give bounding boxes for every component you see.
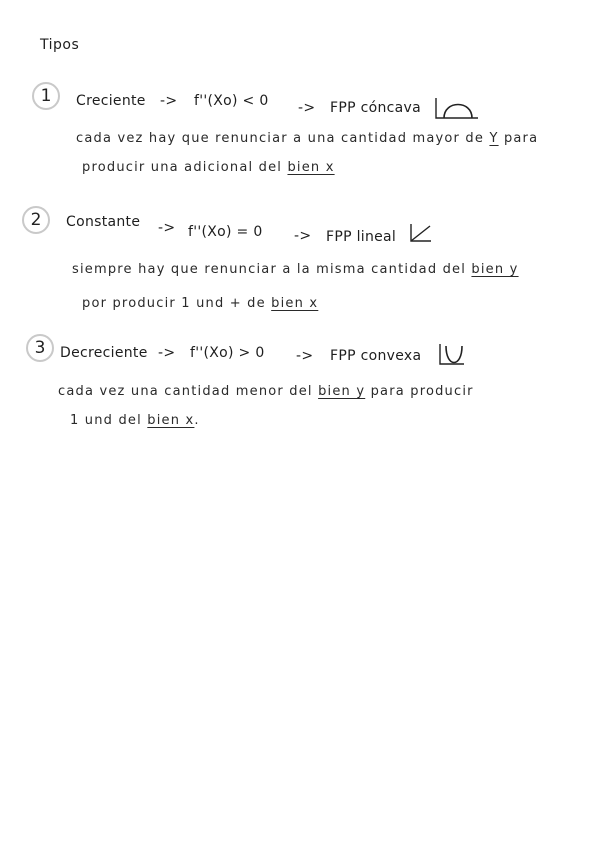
item-number-label: 1 [40, 86, 52, 106]
desc-1-underlined-y: Y [489, 131, 499, 146]
item-number-2 [22, 206, 50, 234]
item-number-label: 3 [34, 338, 46, 358]
result-2: FPP lineal [326, 229, 397, 245]
desc-3-underlined-bien-y: bien y [318, 384, 366, 399]
desc-3-text-c: para producir [370, 384, 474, 399]
item-name-1: Creciente [76, 93, 146, 109]
arrow-1b: -> [298, 100, 316, 116]
desc-1-line-2 [82, 160, 335, 175]
desc-2-text-a: siempre hay que renunciar a la misma cantidad del [72, 262, 467, 277]
desc-1-text-c: para [503, 131, 539, 146]
desc-3-text-a: cada vez una cantidad menor del [58, 384, 313, 399]
desc-3-text-d: 1 und del [70, 413, 142, 428]
desc-2-line-1 [72, 262, 519, 277]
desc-1-underlined-bien-x: bien x [287, 160, 335, 175]
desc-1-text-d: producir una adicional del [82, 160, 283, 175]
item-number-1 [32, 82, 60, 110]
condition-2: f''(Xo) = 0 [188, 224, 263, 240]
item-number-label: 2 [30, 210, 42, 230]
page-title: Tipos [40, 37, 80, 53]
desc-2-underlined-bien-y: bien y [471, 262, 519, 277]
desc-1-line-1 [76, 131, 538, 146]
arrow-3b: -> [296, 348, 314, 364]
desc-3-period: . [194, 413, 200, 428]
desc-2-line-2 [82, 296, 318, 311]
item-name-3: Decreciente [60, 345, 148, 361]
arrow-3a: -> [158, 345, 176, 361]
result-3: FPP convexa [330, 348, 422, 364]
desc-3-underlined-bien-x: bien x [147, 413, 195, 428]
desc-3-line-1 [58, 384, 474, 399]
arrow-2a: -> [158, 220, 176, 236]
desc-3-line-2 [70, 413, 200, 428]
desc-2-text-c: por producir 1 und + de [82, 296, 266, 311]
concave-curve-icon [432, 96, 480, 122]
desc-1-text-a: cada vez hay que renunciar a una cantidad mayor de [76, 131, 485, 146]
condition-3: f''(Xo) > 0 [190, 345, 265, 361]
arrow-1a: -> [160, 93, 178, 109]
convex-curve-icon [436, 342, 466, 368]
linear-line-icon [408, 222, 434, 244]
item-number-3 [26, 334, 54, 362]
condition-1: f''(Xo) < 0 [194, 93, 269, 109]
item-name-2: Constante [66, 214, 141, 230]
desc-2-underlined-bien-x: bien x [271, 296, 319, 311]
result-1: FPP cóncava [330, 100, 421, 116]
arrow-2b: -> [294, 228, 312, 244]
